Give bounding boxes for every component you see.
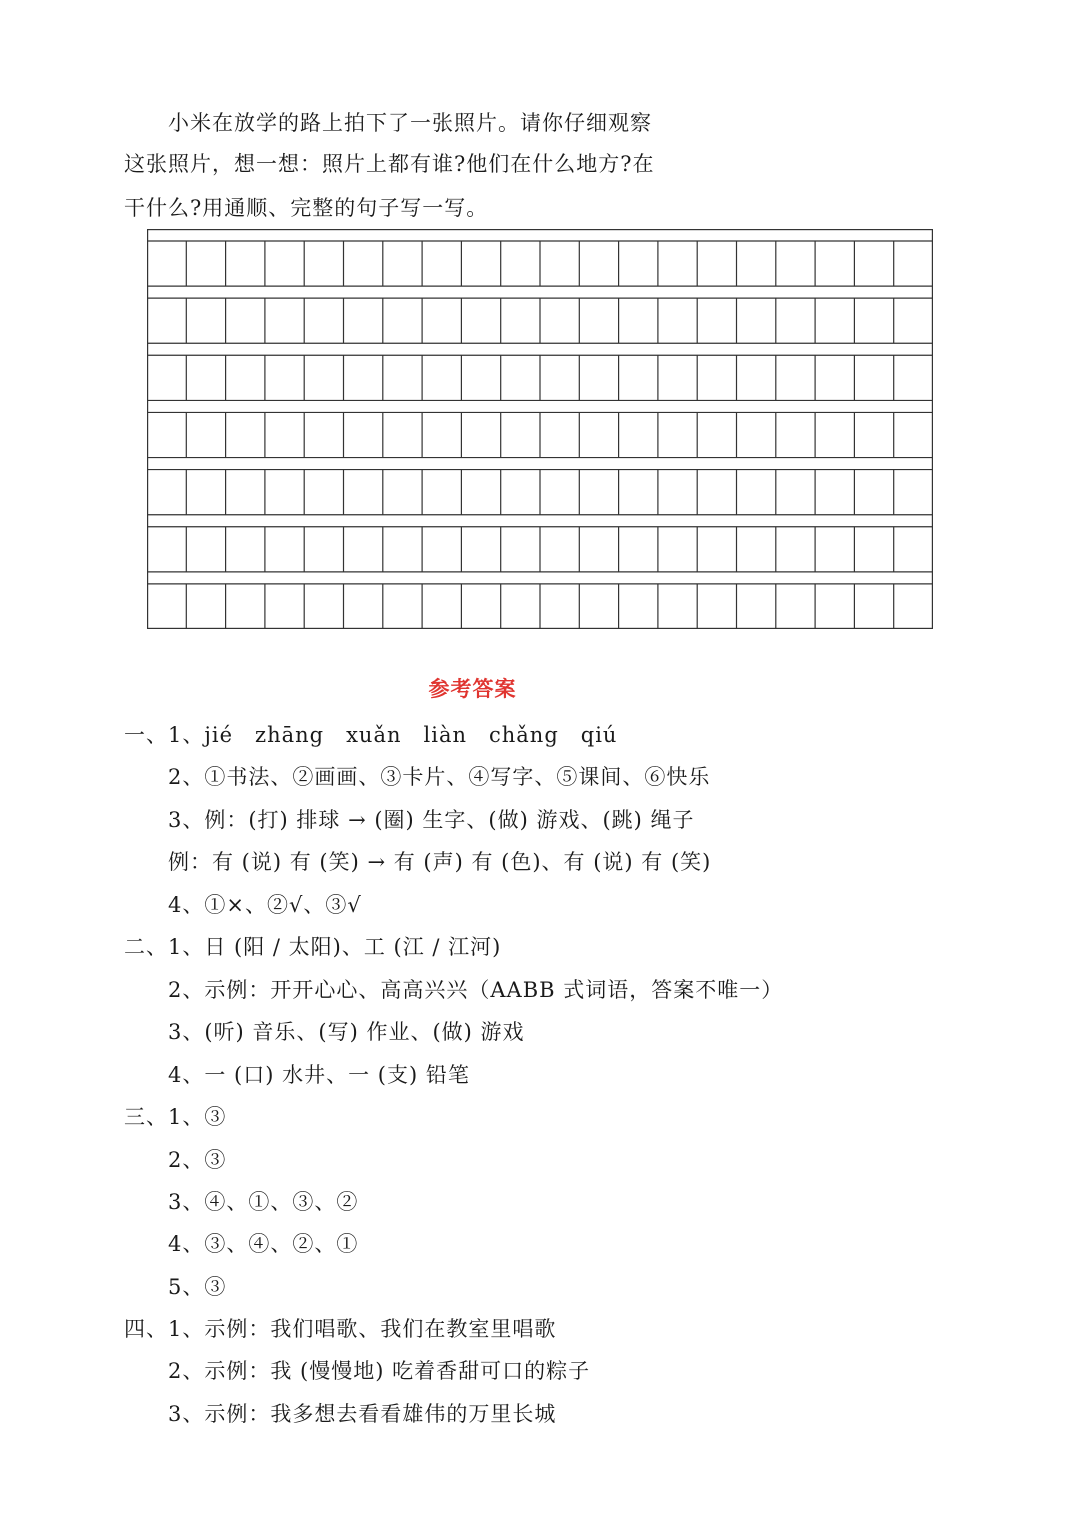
grid-cell[interactable]: [659, 242, 696, 285]
grid-cell[interactable]: [384, 242, 421, 285]
grid-cell[interactable]: [384, 528, 421, 571]
grid-cell[interactable]: [266, 585, 303, 628]
section-label-2: 二、: [124, 935, 168, 959]
grid-cell[interactable]: [816, 585, 853, 628]
section-label-3: 三、: [124, 1105, 168, 1129]
answer-1-4: 4、①×、②√、③√: [168, 893, 362, 917]
grid-cell[interactable]: [187, 356, 224, 399]
grid-cell[interactable]: [580, 242, 617, 285]
section-label-4: 四、: [124, 1317, 168, 1341]
grid-cell[interactable]: [502, 242, 539, 285]
grid-cell[interactable]: [738, 356, 775, 399]
grid-cell[interactable]: [541, 413, 578, 456]
answer-text: 1、③: [168, 1105, 227, 1129]
grid-cell[interactable]: [305, 585, 342, 628]
answer-text: 1、jié zhāng xuǎn liàn chǎng qiú: [168, 723, 618, 747]
grid-cell[interactable]: [305, 528, 342, 571]
answer-2-2: 2、示例：开开心心、高高兴兴（AABB 式词语，答案不唯一）: [168, 978, 784, 1002]
grid-cell[interactable]: [423, 356, 460, 399]
grid-cell[interactable]: [423, 585, 460, 628]
grid-cell[interactable]: [895, 299, 932, 342]
grid-cell[interactable]: [384, 471, 421, 514]
answer-2-4: 4、一 (口) 水井、一 (支) 铅笔: [168, 1063, 470, 1087]
grid-cell[interactable]: [777, 413, 814, 456]
grid-cell[interactable]: [502, 299, 539, 342]
grid-cell[interactable]: [266, 471, 303, 514]
grid-cell[interactable]: [816, 471, 853, 514]
grid-cell[interactable]: [698, 471, 735, 514]
grid-cell[interactable]: [659, 356, 696, 399]
section-label-1: 一、: [124, 723, 168, 747]
answer-1-3-example: 例：有 (说) 有 (笑) → 有 (声) 有 (色)、有 (说) 有 (笑): [168, 850, 712, 874]
grid-cell[interactable]: [659, 299, 696, 342]
grid-cell[interactable]: [738, 528, 775, 571]
grid-cell[interactable]: [305, 299, 342, 342]
grid-cell[interactable]: [541, 528, 578, 571]
grid-cell[interactable]: [462, 585, 499, 628]
grid-cell[interactable]: [698, 356, 735, 399]
grid-cell[interactable]: [187, 413, 224, 456]
grid-cell[interactable]: [777, 528, 814, 571]
grid-cell[interactable]: [462, 471, 499, 514]
answer-key-title: 参考答案: [428, 676, 517, 701]
grid-cell[interactable]: [384, 585, 421, 628]
grid-cell[interactable]: [266, 299, 303, 342]
grid-cell[interactable]: [738, 471, 775, 514]
grid-cell[interactable]: [855, 242, 892, 285]
answer-4-1: [124, 1319, 556, 1340]
grid-cell[interactable]: [698, 242, 735, 285]
grid-cell[interactable]: [895, 242, 932, 285]
grid-cell[interactable]: [345, 585, 382, 628]
grid-cell[interactable]: [266, 356, 303, 399]
grid-cell[interactable]: [580, 413, 617, 456]
grid-cell[interactable]: [462, 528, 499, 571]
grid-cell[interactable]: [345, 299, 382, 342]
grid-cell[interactable]: [148, 356, 185, 399]
grid-cell[interactable]: [659, 471, 696, 514]
grid-cell[interactable]: [227, 528, 264, 571]
grid-cell[interactable]: [620, 299, 657, 342]
grid-cell[interactable]: [738, 413, 775, 456]
grid-cell[interactable]: [895, 528, 932, 571]
grid-cell[interactable]: [423, 528, 460, 571]
grid-cell[interactable]: [227, 299, 264, 342]
grid-cell[interactable]: [345, 471, 382, 514]
grid-cell[interactable]: [148, 299, 185, 342]
grid-cell[interactable]: [777, 471, 814, 514]
grid-cell[interactable]: [227, 585, 264, 628]
grid-cell[interactable]: [738, 299, 775, 342]
grid-cell[interactable]: [659, 413, 696, 456]
grid-cell[interactable]: [895, 413, 932, 456]
grid-cell[interactable]: [895, 585, 932, 628]
grid-cell[interactable]: [502, 413, 539, 456]
grid-cell[interactable]: [698, 299, 735, 342]
answer-3-1: [124, 1107, 226, 1128]
grid-cell[interactable]: [855, 299, 892, 342]
grid-cell[interactable]: [384, 413, 421, 456]
grid-cell[interactable]: [187, 242, 224, 285]
grid-cell[interactable]: [580, 585, 617, 628]
grid-cell[interactable]: [502, 471, 539, 514]
grid-cell[interactable]: [423, 299, 460, 342]
grid-cell[interactable]: [698, 413, 735, 456]
grid-cell[interactable]: [738, 585, 775, 628]
grid-cell[interactable]: [266, 528, 303, 571]
grid-cell[interactable]: [620, 528, 657, 571]
answer-3-4: 4、③、④、②、①: [168, 1232, 359, 1256]
grid-cell[interactable]: [580, 299, 617, 342]
grid-cell[interactable]: [345, 356, 382, 399]
answer-1-3: 3、例：(打) 排球 → (圈) 生字、(做) 游戏、(跳) 绳子: [168, 808, 695, 832]
prompt-line-2: 这张照片，想一想：照片上都有谁?他们在什么地方?在: [124, 152, 655, 176]
grid-cell[interactable]: [620, 471, 657, 514]
grid-cell[interactable]: [266, 242, 303, 285]
grid-cell[interactable]: [345, 413, 382, 456]
answer-4-2: 2、示例：我 (慢慢地) 吃着香甜可口的粽子: [168, 1359, 591, 1383]
grid-cell[interactable]: [580, 528, 617, 571]
grid-cell[interactable]: [855, 471, 892, 514]
grid-cell[interactable]: [698, 585, 735, 628]
grid-cell[interactable]: [502, 585, 539, 628]
prompt-line-3: 干什么?用通顺、完整的句子写一写。: [124, 196, 489, 220]
grid-cell[interactable]: [187, 585, 224, 628]
writing-grid[interactable]: [147, 229, 933, 629]
grid-cell[interactable]: [541, 356, 578, 399]
answer-1-2: 2、①书法、②画画、③卡片、④写字、⑤课间、⑥快乐: [168, 765, 711, 789]
grid-cell[interactable]: [777, 242, 814, 285]
grid-cell[interactable]: [305, 413, 342, 456]
grid-cell[interactable]: [148, 413, 185, 456]
grid-cell[interactable]: [816, 299, 853, 342]
answer-3-2: 2、③: [168, 1148, 227, 1172]
grid-cell[interactable]: [345, 528, 382, 571]
grid-cell[interactable]: [541, 242, 578, 285]
grid-cell[interactable]: [895, 356, 932, 399]
grid-cell[interactable]: [384, 356, 421, 399]
grid-cell[interactable]: [305, 242, 342, 285]
grid-cell[interactable]: [816, 528, 853, 571]
grid-cell[interactable]: [816, 242, 853, 285]
grid-cell[interactable]: [620, 585, 657, 628]
answer-2-3: 3、(听) 音乐、(写) 作业、(做) 游戏: [168, 1020, 525, 1044]
grid-cell[interactable]: [659, 528, 696, 571]
prompt-line-1: 小米在放学的路上拍下了一张照片。请你仔细观察: [168, 111, 652, 135]
answer-3-5: 5、③: [168, 1275, 227, 1299]
grid-cell[interactable]: [777, 299, 814, 342]
grid-cell[interactable]: [462, 356, 499, 399]
grid-cell[interactable]: [345, 242, 382, 285]
answer-3-3: 3、④、①、③、②: [168, 1190, 359, 1214]
grid-cell[interactable]: [227, 242, 264, 285]
grid-cell[interactable]: [541, 299, 578, 342]
grid-cell[interactable]: [148, 585, 185, 628]
grid-cell[interactable]: [423, 242, 460, 285]
grid-cell[interactable]: [502, 528, 539, 571]
grid-cell[interactable]: [305, 356, 342, 399]
grid-cell[interactable]: [266, 413, 303, 456]
grid-cell[interactable]: [738, 242, 775, 285]
grid-cell[interactable]: [895, 471, 932, 514]
grid-cell[interactable]: [227, 356, 264, 399]
answer-1-1: [124, 725, 617, 746]
grid-cell[interactable]: [187, 299, 224, 342]
grid-cell[interactable]: [462, 413, 499, 456]
grid-cell[interactable]: [305, 471, 342, 514]
grid-cell[interactable]: [580, 471, 617, 514]
grid-cell[interactable]: [187, 528, 224, 571]
answer-2-1: [124, 937, 501, 958]
grid-cell[interactable]: [227, 413, 264, 456]
grid-cell[interactable]: [580, 356, 617, 399]
grid-cell[interactable]: [148, 242, 185, 285]
grid-cell[interactable]: [462, 299, 499, 342]
grid-cell[interactable]: [659, 585, 696, 628]
grid-cell[interactable]: [148, 528, 185, 571]
answer-4-3: 3、示例：我多想去看看雄伟的万里长城: [168, 1402, 557, 1426]
grid-cell[interactable]: [384, 299, 421, 342]
grid-cell[interactable]: [855, 528, 892, 571]
grid-cell[interactable]: [541, 585, 578, 628]
answer-text: 1、日 (阳 / 太阳)、工 (江 / 江河): [168, 935, 502, 959]
grid-cell[interactable]: [541, 471, 578, 514]
grid-cell[interactable]: [148, 471, 185, 514]
grid-cell[interactable]: [187, 471, 224, 514]
grid-cell[interactable]: [698, 528, 735, 571]
grid-cell[interactable]: [227, 471, 264, 514]
grid-cell[interactable]: [816, 356, 853, 399]
grid-cell[interactable]: [423, 413, 460, 456]
grid-cell[interactable]: [423, 471, 460, 514]
grid-cell[interactable]: [502, 356, 539, 399]
grid-cell[interactable]: [777, 356, 814, 399]
grid-cell[interactable]: [855, 356, 892, 399]
grid-cell[interactable]: [620, 356, 657, 399]
grid-cell[interactable]: [816, 413, 853, 456]
answer-text: 1、示例：我们唱歌、我们在教室里唱歌: [168, 1317, 557, 1341]
grid-cell[interactable]: [855, 413, 892, 456]
grid-cell[interactable]: [620, 242, 657, 285]
grid-cell[interactable]: [462, 242, 499, 285]
grid-cell[interactable]: [777, 585, 814, 628]
grid-cell[interactable]: [620, 413, 657, 456]
grid-cell[interactable]: [855, 585, 892, 628]
